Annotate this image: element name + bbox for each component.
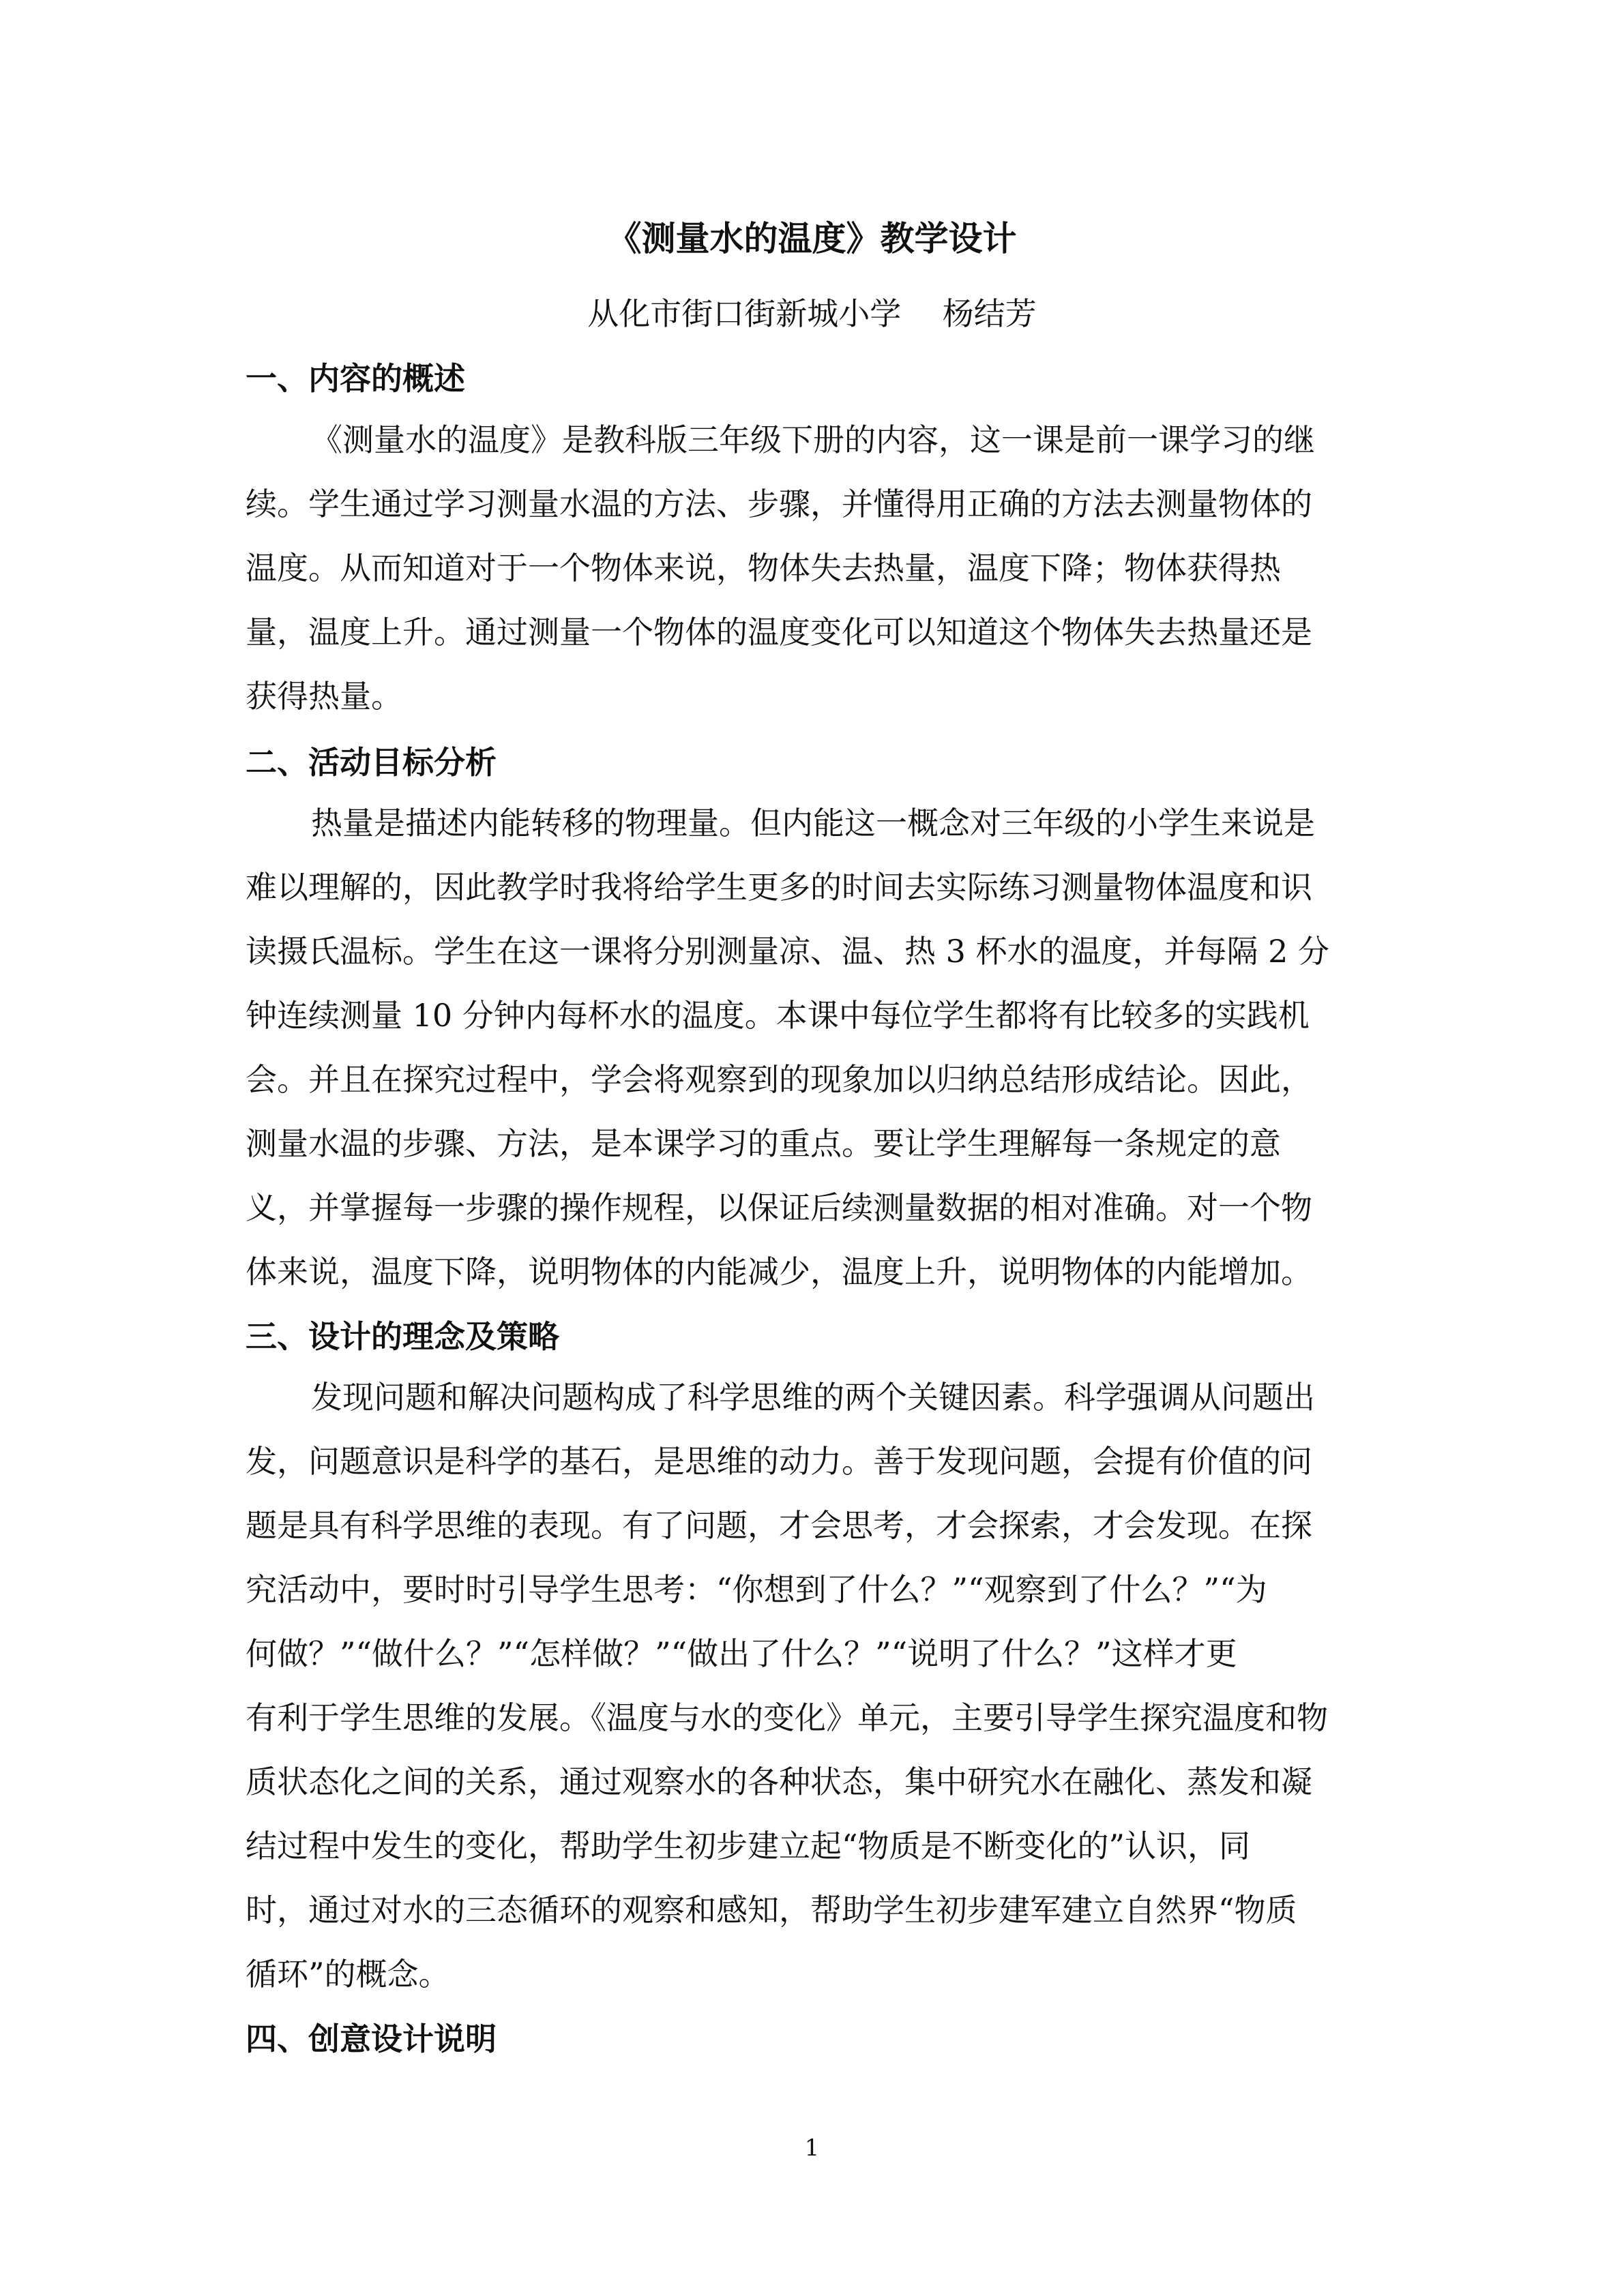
paragraph-line: 有利于学生思维的发展。《温度与水的变化》单元，主要引导学生探究温度和物	[246, 1699, 1328, 1736]
paragraph-line: 钟连续测量 10 分钟内每杯水的温度。本课中每位学生都将有比较多的实践机	[246, 997, 1310, 1034]
section-heading-1: 一、内容的概述	[246, 360, 465, 397]
section-body-3	[246, 1365, 1378, 2006]
paragraph-line: 质状态化之间的关系，通过观察水的各种状态，集中研究水在融化、蒸发和凝	[246, 1763, 1312, 1800]
paragraph-line: 会。并且在探究过程中，学会将观察到的现象加以归纳总结形成结论。因此，	[246, 1061, 1312, 1098]
document-title: 《测量水的温度》教学设计	[607, 219, 1017, 258]
paragraph-line: 续。学生通过学习测量水温的方法、步骤，并懂得用正确的方法去测量物体的	[246, 486, 1312, 522]
paragraph-line: 《测量水的温度》是教科版三年级下册的内容，这一课是前一课学习的继	[311, 421, 1315, 458]
paragraph-line: 量，温度上升。通过测量一个物体的温度变化可以知道这个物体失去热量还是	[246, 614, 1312, 651]
section-body-2	[246, 791, 1378, 1304]
paragraph-line: 难以理解的，因此教学时我将给学生更多的时间去实际练习测量物体温度和识	[246, 869, 1312, 906]
paragraph-line: 循环”的概念。	[246, 1956, 450, 1993]
page-number: 1	[804, 2134, 820, 2162]
paragraph-line: 结过程中发生的变化，帮助学生初步建立起“物质是不断变化的”认识，同	[246, 1828, 1251, 1864]
paragraph-line: 义，并掌握每一步骤的操作规程，以保证后续测量数据的相对准确。对一个物	[246, 1189, 1312, 1226]
paragraph-line: 读摄氏温标。学生在这一课将分别测量凉、温、热 3 杯水的温度，并每隔 2 分	[246, 933, 1330, 970]
paragraph-line: 题是具有科学思维的表现。有了问题，才会思考，才会探索，才会发现。在探	[246, 1507, 1312, 1544]
section-heading-4: 四、创意设计说明	[246, 2021, 497, 2057]
section-heading-2: 二、活动目标分析	[246, 744, 497, 781]
paragraph-line: 发现问题和解决问题构成了科学思维的两个关键因素。科学强调从问题出	[311, 1379, 1315, 1416]
paragraph-line: 测量水温的步骤、方法，是本课学习的重点。要让学生理解每一条规定的意	[246, 1125, 1281, 1162]
author-line: 从化市街口街新城小学 杨结芳	[587, 295, 1037, 332]
section-heading-3: 三、设计的理念及策略	[246, 1318, 559, 1355]
paragraph-line: 温度。从而知道对于一个物体来说，物体失去热量，温度下降；物体获得热	[246, 550, 1281, 586]
paragraph-line: 时，通过对水的三态循环的观察和感知，帮助学生初步建军建立自然界“物质	[246, 1892, 1297, 1928]
paragraph-line: 发，问题意识是科学的基石，是思维的动力。善于发现问题，会提有价值的问	[246, 1443, 1312, 1480]
paragraph-line: 何做？”“做什么？”“怎样做？”“做出了什么？”“说明了什么？”这样才更	[246, 1635, 1237, 1672]
section-body-1	[246, 408, 1378, 728]
paragraph-line: 获得热量。	[246, 678, 402, 715]
paragraph-line: 究活动中，要时时引导学生思考：“你想到了什么？”“观察到了什么？”“为	[246, 1571, 1267, 1608]
paragraph-line: 热量是描述内能转移的物理量。但内能这一概念对三年级的小学生来说是	[311, 805, 1315, 841]
paragraph-line: 体来说，温度下降，说明物体的内能减少，温度上升，说明物体的内能增加。	[246, 1253, 1312, 1290]
